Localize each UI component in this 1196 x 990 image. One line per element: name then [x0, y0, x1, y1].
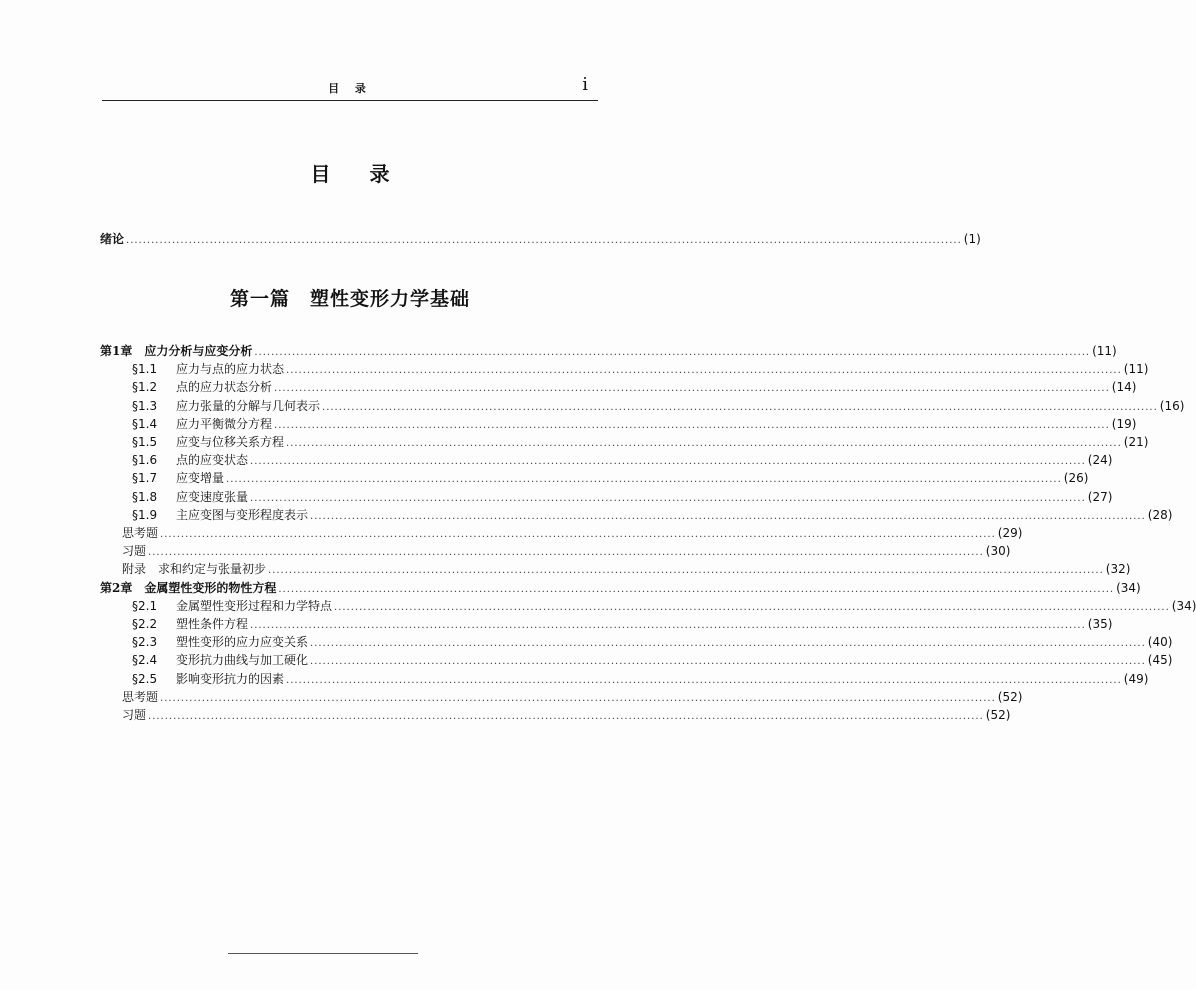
toc-entry[interactable] — [122, 689, 1023, 705]
toc-entry[interactable] — [132, 507, 1173, 523]
toc-entry[interactable] — [100, 343, 1117, 359]
toc-entry-intro[interactable] — [100, 231, 981, 247]
toc-entry-label: 应变与位移关系方程 — [176, 435, 285, 449]
toc-entry-label: 塑性条件方程 — [176, 617, 249, 631]
toc-leader-dots: ........................................................................................................................................................................................................ — [254, 347, 1091, 358]
toc-entry-label: 主应变图与变形程度表示 — [176, 507, 309, 522]
toc-entry[interactable] — [122, 561, 1131, 577]
toc-entry-page: (14) — [1111, 380, 1137, 395]
toc-entry-page: (11) — [1123, 362, 1149, 377]
toc-section-number: §1.7 — [132, 471, 158, 486]
toc-leader-dots: ........................................................................................................................................................................................................ — [286, 365, 1122, 377]
toc-entry-page: (21) — [1123, 435, 1149, 449]
toc-section-number: §1.6 — [132, 453, 158, 468]
toc-section-number: §1.1 — [132, 362, 158, 377]
toc-entry[interactable] — [132, 398, 1185, 414]
running-header — [102, 74, 598, 100]
toc-entry-label: 应变增量 — [176, 471, 225, 486]
toc-leader-dots: ........................................................................................................................................................................................................ — [250, 620, 1086, 631]
toc-entry-label: 第2章 金属塑性变形的物性方程 — [100, 580, 277, 595]
toc-entry-label: 应变速度张量 — [176, 489, 249, 504]
toc-section-number: §1.8 — [132, 489, 158, 504]
toc-entry-label: 塑性变形的应力应变关系 — [176, 635, 309, 650]
toc-entry[interactable] — [132, 452, 1113, 468]
toc-entry[interactable] — [132, 634, 1173, 650]
toc-entry-page: (24) — [1087, 453, 1113, 468]
toc-entry-label: 应力张量的分解与几何表示 — [176, 398, 321, 413]
toc-entry-label: 金属塑性变形过程和力学特点 — [176, 598, 333, 613]
toc-leader-dots: ........................................................................................................................................................................................................ — [148, 547, 984, 559]
toc-section-number: §2.3 — [132, 635, 158, 650]
toc-entry-label: 影响变形抗力的因素 — [176, 671, 285, 686]
toc-leader-dots: ........................................................................................................................................................................................................ — [278, 583, 1115, 595]
page-number: i — [582, 74, 588, 95]
toc-entry-page: (11) — [1092, 344, 1117, 358]
toc-section-number: §2.5 — [132, 671, 158, 686]
toc-section-number: §2.4 — [132, 653, 158, 668]
toc-entry-label: 思考题 — [122, 526, 159, 540]
toc-leader-dots: ........................................................................................................................................................................................................ — [160, 692, 996, 704]
toc-entry-label: 习题 — [122, 544, 147, 559]
toc-entry-page: (52) — [997, 689, 1023, 704]
toc-entry[interactable] — [122, 525, 1023, 541]
toc-entry[interactable] — [132, 379, 1137, 395]
toc-leader-dots: ........................................................................................................................................................................................................ — [226, 474, 1062, 486]
toc-section-number: §1.4 — [132, 416, 158, 431]
toc-entry-page: (32) — [1105, 562, 1131, 577]
toc-leader-dots: ........................................................................................................................................................................................................ — [286, 438, 1122, 449]
toc-entry[interactable] — [100, 580, 1141, 596]
toc-leader-dots: ........................................................................................................................................................................................................ — [250, 456, 1086, 468]
toc-entry[interactable] — [122, 707, 1011, 723]
toc-entry-page: (45) — [1147, 653, 1173, 668]
toc-entry-page: (16) — [1159, 398, 1185, 413]
toc-entry[interactable] — [132, 489, 1113, 505]
toc-entry-label: 点的应变状态 — [176, 453, 249, 468]
toc-leader-dots: ........................................................................................................................................................................................................ — [250, 492, 1086, 504]
toc-leader-dots: ........................................................................................................................................................................................................ — [310, 656, 1146, 668]
toc-entry[interactable] — [132, 652, 1173, 668]
toc-section-number: §1.9 — [132, 507, 158, 522]
toc-section-number: §1.2 — [132, 380, 158, 395]
toc-entry-label: 应力平衡微分方程 — [176, 416, 273, 431]
toc-entry-page: (27) — [1087, 489, 1113, 504]
toc-entry-label: 第1章 应力分析与应变分析 — [100, 344, 253, 358]
toc-leader-dots: ........................................................................................................................................................................................................ — [286, 674, 1122, 686]
toc-section-number: §1.3 — [132, 398, 158, 413]
toc-section-number: §2.1 — [132, 598, 158, 613]
toc-entry-page: (19) — [1111, 416, 1137, 431]
part-title: 第一篇 塑性变形力学基础 — [229, 288, 470, 310]
toc-section-number: §2.2 — [132, 617, 158, 631]
toc-entry-page: (28) — [1147, 507, 1173, 522]
toc-leader-dots: ........................................................................................................................................................................................................ — [268, 565, 1104, 577]
toc-entry-page: (34) — [1116, 580, 1141, 595]
toc-leader-dots: ........................................................................................................................................................................................................ — [274, 383, 1110, 395]
toc-entry-page: (26) — [1063, 471, 1089, 486]
toc-entry[interactable] — [132, 598, 1196, 614]
toc-entry-page: (30) — [985, 544, 1011, 559]
toc-entry-page: (29) — [997, 526, 1023, 540]
toc-leader-dots: ........................................................................................................................................................................................................ — [310, 510, 1146, 522]
toc-entry-label: 点的应力状态分析 — [176, 380, 273, 395]
toc-leader-dots: ........................................................................................................................................................................................................ — [126, 235, 962, 246]
toc-entry-label: 应力与点的应力状态 — [176, 362, 285, 377]
toc-entry-label: 思考题 — [122, 689, 159, 704]
bottom-rule — [228, 953, 418, 954]
toc-leader-dots: ........................................................................................................................................................................................................ — [160, 529, 996, 540]
toc-entry-page: (1) — [963, 232, 981, 246]
toc-entry-label: 绪论 — [100, 232, 125, 246]
toc-entry-label: 习题 — [122, 708, 147, 722]
toc-entry[interactable] — [132, 616, 1113, 632]
toc-leader-dots: ........................................................................................................................................................................................................ — [334, 601, 1170, 613]
toc-entry-page: (52) — [985, 708, 1011, 722]
toc-entry-page: (35) — [1087, 617, 1113, 631]
toc-leader-dots: ........................................................................................................................................................................................................ — [148, 711, 984, 722]
toc-entry-page: (34) — [1171, 598, 1196, 613]
toc-entry[interactable] — [132, 671, 1149, 687]
header-rule — [102, 100, 598, 101]
toc-entry[interactable] — [132, 416, 1137, 432]
toc-entry-label: 变形抗力曲线与加工硬化 — [176, 653, 309, 668]
toc-entry-label: 附录 求和约定与张量初步 — [122, 562, 267, 577]
toc-section-number: §1.5 — [132, 435, 158, 449]
toc-entry[interactable] — [132, 434, 1149, 450]
toc-leader-dots: ........................................................................................................................................................................................................ — [310, 638, 1146, 650]
toc-leader-dots: ........................................................................................................................................................................................................ — [322, 401, 1158, 413]
running-title: 目 录 — [328, 82, 372, 95]
toc-entry-page: (40) — [1147, 635, 1173, 650]
toc-title: 目 录 — [310, 162, 406, 186]
toc-entry-page: (49) — [1123, 671, 1149, 686]
toc-entry[interactable] — [132, 361, 1149, 377]
toc-entry[interactable] — [132, 470, 1089, 486]
toc-leader-dots: ........................................................................................................................................................................................................ — [274, 419, 1110, 431]
toc-entry[interactable] — [122, 543, 1011, 559]
